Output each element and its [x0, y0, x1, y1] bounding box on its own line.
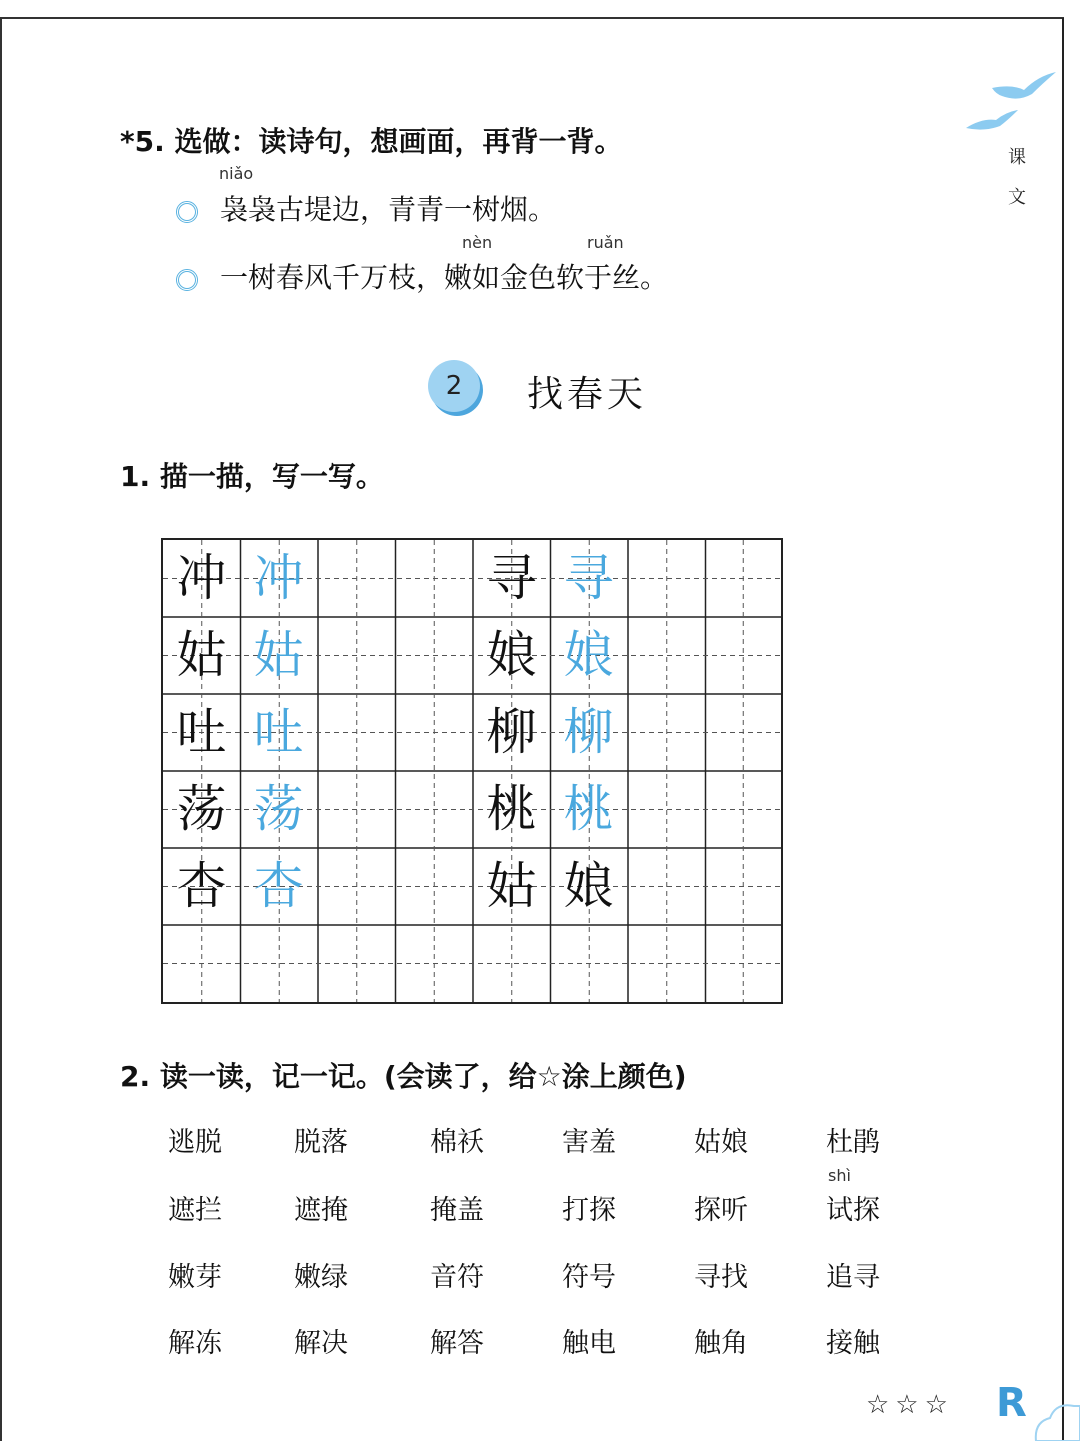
vocab-word: 掩盖: [430, 1195, 484, 1226]
pinyin-shi: shì: [828, 1166, 851, 1185]
poem-line-1: [176, 188, 556, 228]
poem-line-2-text: 一树春风千万枝，嫩如金色软于丝。: [220, 261, 669, 294]
vocab-word: 追寻: [826, 1262, 880, 1293]
model-char: 寻: [486, 549, 537, 607]
lesson-number-badge: 2: [428, 360, 480, 412]
double-circle-bullet-icon: [176, 269, 198, 291]
trace-char: 吐: [253, 703, 304, 761]
exercise1-title: 1. 描一描，写一写。: [120, 460, 384, 493]
side-tab-char1: 课: [1008, 147, 1026, 168]
vocab-word: 音符: [430, 1262, 484, 1293]
rating-stars-icon[interactable]: ☆☆☆: [866, 1390, 954, 1420]
trace-char: 姑: [253, 626, 304, 684]
vocab-word: 嫩芽: [168, 1262, 222, 1293]
vocab-word: 逃脱: [168, 1127, 222, 1158]
trace-char: 娘: [563, 626, 614, 684]
model-char: 桃: [486, 780, 537, 838]
model-char: 娘: [486, 626, 537, 684]
trace-char: 柳: [563, 703, 614, 761]
pinyin-niao: niǎo: [219, 164, 254, 183]
vocab-word: 棉袄: [430, 1127, 484, 1158]
right-border: [1062, 18, 1064, 1441]
vocab-word: 打探: [562, 1195, 616, 1226]
exercise2-title: 2. 读一读，记一记。(会读了，给☆涂上颜色): [120, 1060, 687, 1093]
top-border: [0, 17, 1064, 19]
double-circle-bullet-icon: [176, 201, 198, 223]
vocab-word: 嫩绿: [294, 1262, 348, 1293]
model-char: 柳: [486, 703, 537, 761]
cloud-decoration-icon: [1030, 1396, 1080, 1441]
birds-icon: [962, 66, 1062, 136]
trace-char: 寻: [563, 549, 614, 607]
vocab-word: 姑娘: [694, 1127, 748, 1158]
vocab-word: 探听: [694, 1195, 748, 1226]
vocab-word: 遮拦: [168, 1195, 222, 1226]
vocab-word: 试探: [826, 1195, 880, 1226]
side-tab-char2: 文: [1008, 187, 1026, 208]
pinyin-nen: nèn: [462, 233, 493, 252]
model-char: 杏: [176, 857, 227, 915]
poem-line-2: [176, 256, 668, 296]
left-border: [0, 17, 2, 1441]
exercise5-title: *5. 选做：读诗句，想画面，再背一背。: [120, 125, 623, 158]
poem-line-1-text: 袅袅古堤边，青青一树烟。: [220, 193, 557, 226]
vocab-word: 遮掩: [294, 1195, 348, 1226]
lesson-title: 找春天: [527, 374, 648, 415]
vocab-word: 脱落: [294, 1127, 348, 1158]
vocab-word: 触电: [562, 1328, 616, 1359]
vocab-word: 解答: [430, 1328, 484, 1359]
model-char: 娘: [563, 857, 614, 915]
writing-grid: [161, 538, 783, 1004]
model-char: 荡: [176, 780, 227, 838]
vocab-word: 害羞: [562, 1127, 616, 1158]
vocab-word: 杜鹃: [826, 1127, 880, 1158]
trace-char: 冲: [253, 549, 304, 607]
logo-r: R: [996, 1380, 1027, 1426]
model-char: 姑: [176, 626, 227, 684]
model-char: 姑: [486, 857, 537, 915]
model-char: 冲: [176, 549, 227, 607]
vocab-word: 寻找: [694, 1262, 748, 1293]
vocab-word: 解冻: [168, 1328, 222, 1359]
trace-char: 荡: [253, 780, 304, 838]
vocab-word: 解决: [294, 1328, 348, 1359]
trace-char: 杏: [253, 857, 304, 915]
vocab-word: 接触: [826, 1328, 880, 1359]
pinyin-ruan: ruǎn: [587, 233, 624, 252]
model-char: 吐: [176, 703, 227, 761]
vocab-word: 符号: [562, 1262, 616, 1293]
trace-char: 桃: [563, 780, 614, 838]
vocab-word: 触角: [694, 1328, 748, 1359]
